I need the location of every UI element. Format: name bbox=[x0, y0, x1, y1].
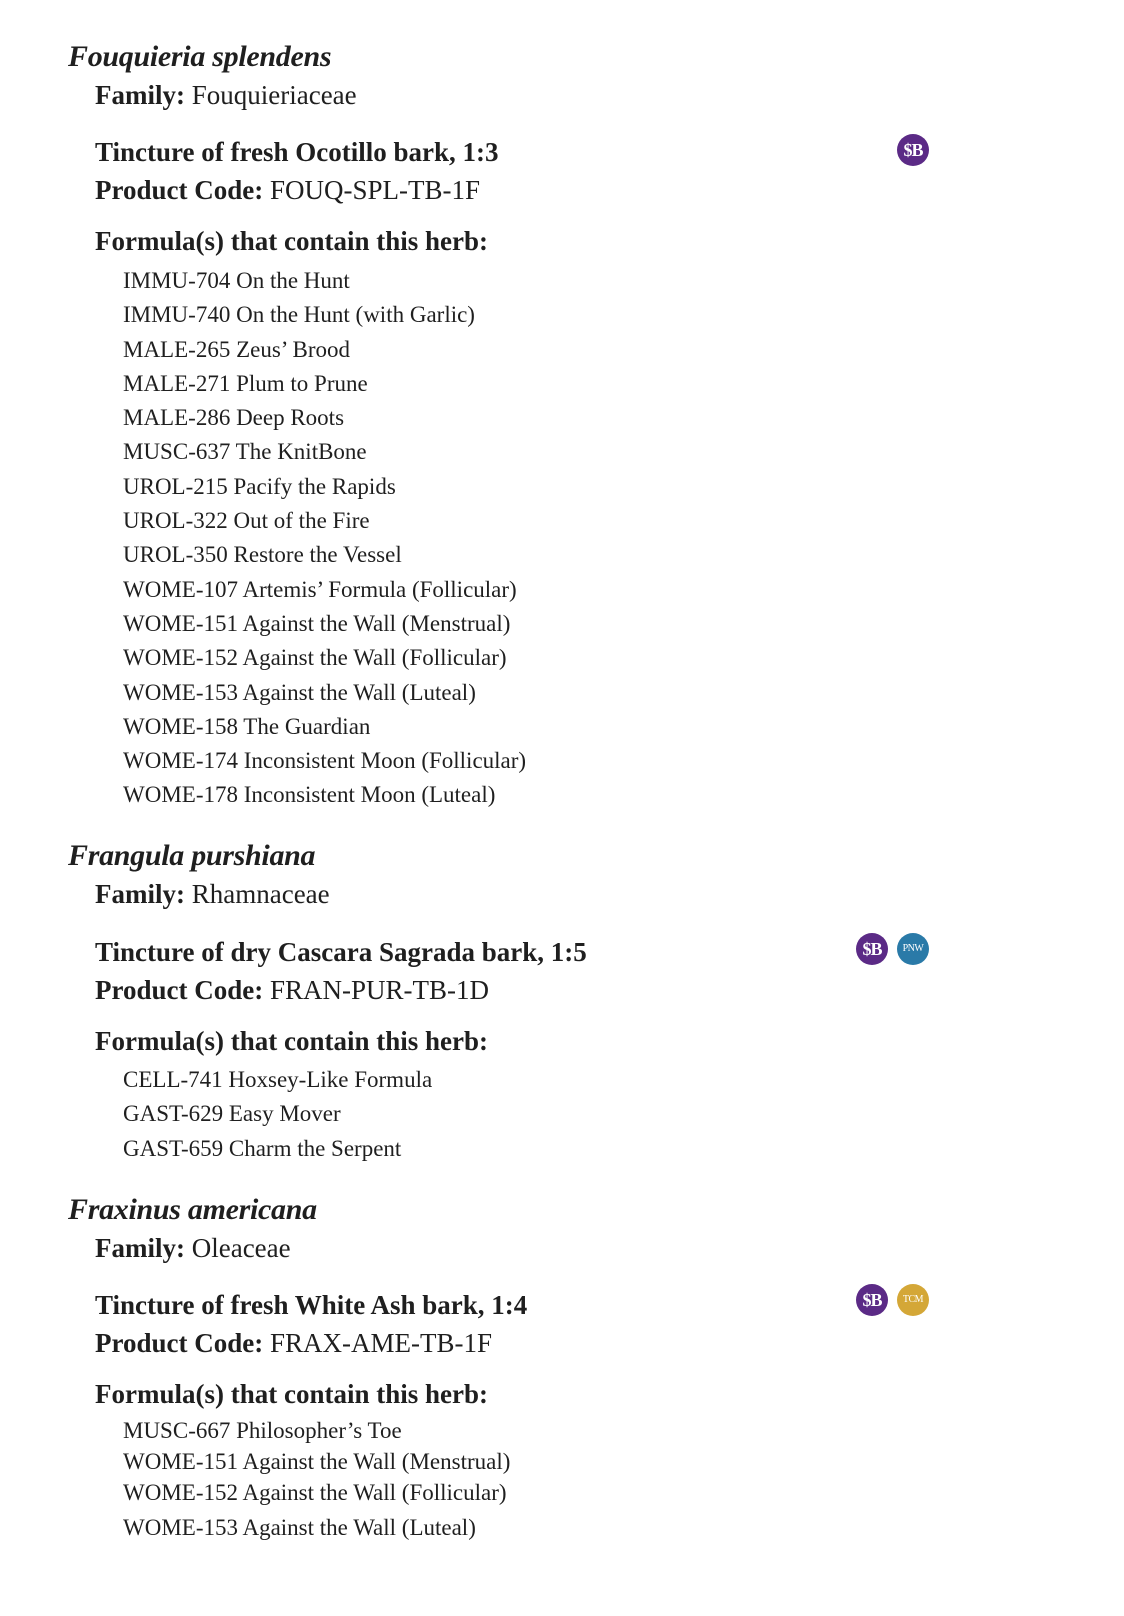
product-code-value: FOUQ-SPL-TB-1F bbox=[270, 175, 481, 205]
badge-group bbox=[897, 134, 929, 166]
formula-list bbox=[123, 1415, 510, 1542]
formula-item: WOME-174 Inconsistent Moon (Follicular) bbox=[123, 748, 527, 774]
family-line bbox=[95, 80, 357, 111]
formula-item: WOME-178 Inconsistent Moon (Luteal) bbox=[123, 782, 496, 808]
product-code-label: Product Code: bbox=[95, 975, 264, 1005]
formulas-header: Formula(s) that contain this herb: bbox=[95, 226, 488, 256]
formula-item: WOME-153 Against the Wall (Luteal) bbox=[123, 679, 476, 705]
product-code-line bbox=[95, 175, 480, 206]
formula-item: UROL-350 Restore the Vessel bbox=[123, 542, 402, 568]
formula-item: IMMU-704 On the Hunt bbox=[123, 268, 350, 293]
badge-group bbox=[856, 933, 929, 965]
family-value: Fouquieriaceae bbox=[191, 80, 357, 110]
family-value: Oleaceae bbox=[191, 1233, 291, 1263]
formula-item: WOME-158 The Guardian bbox=[123, 713, 371, 739]
formula-item: WOME-151 Against the Wall (Menstrual) bbox=[123, 610, 511, 636]
product-code-value: FRAN-PUR-TB-1D bbox=[270, 975, 490, 1005]
species-name: Fouquieria splendens bbox=[68, 40, 332, 73]
formula-item: MALE-271 Plum to Prune bbox=[123, 370, 368, 396]
formula-item: WOME-152 Against the Wall (Follicular) bbox=[123, 1480, 507, 1505]
product-code-line bbox=[95, 1328, 492, 1359]
tcm-badge-icon: TCM bbox=[897, 1284, 929, 1316]
formula-item: WOME-107 Artemis’ Formula (Follicular) bbox=[123, 576, 517, 602]
sb-badge-icon: $B bbox=[856, 933, 888, 965]
family-label: Family: bbox=[95, 879, 185, 909]
formula-item: GAST-629 Easy Mover bbox=[123, 1101, 341, 1127]
tincture-title: Tincture of dry Cascara Sagrada bark, 1:5 bbox=[95, 937, 587, 967]
formula-list bbox=[123, 1063, 432, 1166]
formulas-header: Formula(s) that contain this herb: bbox=[95, 1379, 488, 1409]
family-label: Family: bbox=[95, 1233, 185, 1263]
formula-item: GAST-659 Charm the Serpent bbox=[123, 1135, 402, 1161]
family-value: Rhamnaceae bbox=[191, 879, 330, 909]
formula-item: UROL-322 Out of the Fire bbox=[123, 508, 370, 534]
sb-badge-icon: $B bbox=[856, 1284, 888, 1316]
tincture-title: Tincture of fresh White Ash bark, 1:4 bbox=[95, 1290, 528, 1320]
formula-item: WOME-153 Against the Wall (Luteal) bbox=[123, 1515, 476, 1540]
product-code-value: FRAX-AME-TB-1F bbox=[270, 1328, 493, 1358]
formula-item: IMMU-740 On the Hunt (with Garlic) bbox=[123, 302, 475, 328]
formula-item: CELL-741 Hoxsey-Like Formula bbox=[123, 1067, 433, 1092]
species-name: Frangula purshiana bbox=[68, 839, 316, 872]
product-code-label: Product Code: bbox=[95, 1328, 264, 1358]
sb-badge-icon: $B bbox=[897, 134, 929, 166]
pnw-badge-icon: PNW bbox=[897, 933, 929, 965]
badge-group bbox=[856, 1284, 929, 1316]
family-line bbox=[95, 1233, 291, 1264]
formula-item: MALE-286 Deep Roots bbox=[123, 405, 345, 431]
tincture-title: Tincture of fresh Ocotillo bark, 1:3 bbox=[95, 137, 499, 167]
formula-list bbox=[123, 264, 526, 813]
formula-item: WOME-152 Against the Wall (Follicular) bbox=[123, 645, 507, 671]
family-line bbox=[95, 879, 330, 910]
formula-item: MALE-265 Zeus’ Brood bbox=[123, 336, 350, 362]
formula-item: MUSC-667 Philosopher’s Toe bbox=[123, 1418, 402, 1443]
formula-item: UROL-215 Pacify the Rapids bbox=[123, 473, 396, 499]
formulas-header: Formula(s) that contain this herb: bbox=[95, 1026, 488, 1056]
species-name: Fraxinus americana bbox=[68, 1193, 317, 1226]
formula-item: WOME-151 Against the Wall (Menstrual) bbox=[123, 1449, 511, 1474]
product-code-line bbox=[95, 975, 489, 1006]
family-label: Family: bbox=[95, 80, 185, 110]
product-code-label: Product Code: bbox=[95, 175, 264, 205]
formula-item: MUSC-637 The KnitBone bbox=[123, 439, 367, 465]
